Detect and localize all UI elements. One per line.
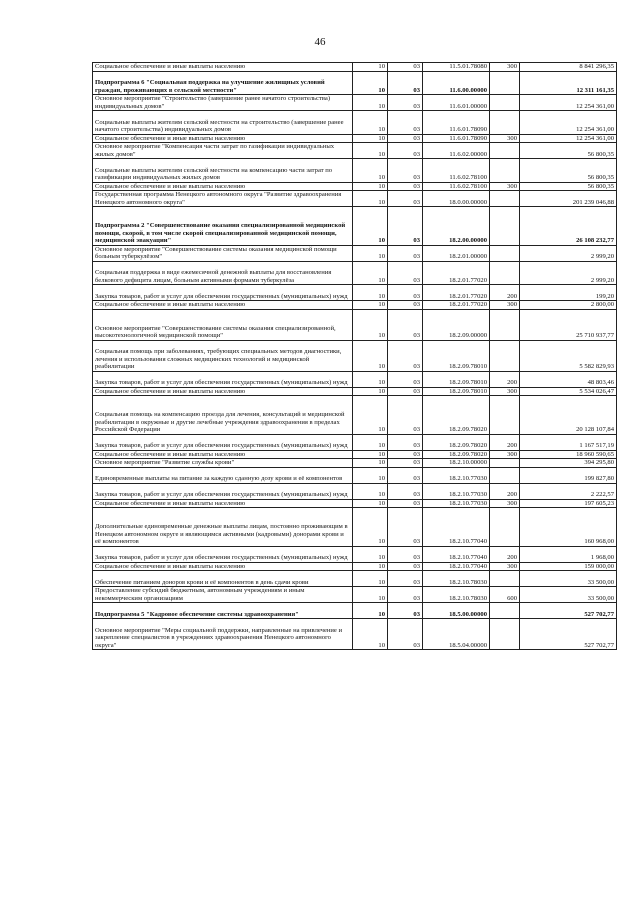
section-code-cell: 10 [353,499,388,508]
subsection-code-cell: 03 [388,619,423,650]
subsection-code-cell: 03 [388,134,423,143]
section-code-cell: 10 [353,261,388,285]
amount-cell: 12 254 361,00 [520,95,617,111]
subsection-code-cell: 03 [388,508,423,547]
expense-type-cell [490,95,520,111]
section-code-cell: 10 [353,309,388,340]
table-row [93,63,617,72]
section-code-cell: 10 [353,301,388,310]
expense-type-cell [490,508,520,547]
table-row [93,587,617,603]
expense-type-cell: 200 [490,371,520,387]
target-code-cell: 18.2.01.77020 [423,301,490,310]
amount-cell: 33 500,00 [520,587,617,603]
row-name-cell: Закупка товаров, работ и услуг для обеспечения государственных (муниципальных) нужд [93,285,353,301]
expense-type-cell [490,143,520,159]
expense-type-cell: 600 [490,587,520,603]
section-code-cell: 10 [353,285,388,301]
target-code-cell: 18.2.09.00000 [423,309,490,340]
row-name-cell: Социальное обеспечение и иные выплаты населению [93,63,353,72]
subsection-code-cell: 03 [388,499,423,508]
amount-cell: 160 968,00 [520,508,617,547]
section-code-cell: 10 [353,619,388,650]
subsection-code-cell: 03 [388,301,423,310]
section-code-cell: 10 [353,387,388,396]
row-name-cell: Социальное обеспечение и иные выплаты населению [93,182,353,191]
subsection-code-cell: 03 [388,261,423,285]
subsection-code-cell: 03 [388,571,423,587]
row-name-cell: Основное мероприятие "Развитие службы крови" [93,459,353,468]
section-code-cell: 10 [353,340,388,371]
amount-cell: 26 108 232,77 [520,207,617,246]
expense-type-cell: 300 [490,301,520,310]
amount-cell: 394 295,80 [520,459,617,468]
section-code-cell: 10 [353,95,388,111]
table-row [93,309,617,340]
section-code-cell: 10 [353,508,388,547]
section-code-cell: 10 [353,571,388,587]
row-name-cell: Социальное обеспечение и иные выплаты населению [93,134,353,143]
table-row [93,95,617,111]
subsection-code-cell: 03 [388,467,423,483]
table-row [93,508,617,547]
table-row [93,396,617,435]
table-row [93,546,617,562]
amount-cell: 2 999,20 [520,245,617,261]
subsection-code-cell: 03 [388,483,423,499]
row-name-cell: Социальное обеспечение и иные выплаты населению [93,562,353,571]
subsection-code-cell: 03 [388,459,423,468]
row-name-cell: Подпрограмма 5 "Кадровое обеспечение системы здравоохранения" [93,603,353,619]
target-code-cell: 18.2.10.77030 [423,483,490,499]
amount-cell: 33 500,00 [520,571,617,587]
target-code-cell: 11.6.02.78100 [423,182,490,191]
section-code-cell: 10 [353,587,388,603]
subsection-code-cell: 03 [388,587,423,603]
amount-cell: 527 702,77 [520,603,617,619]
target-code-cell: 18.2.10.77040 [423,546,490,562]
row-name-cell: Основное мероприятие "Компенсация части затрат по газификации индивидуальных жилых домов" [93,143,353,159]
target-code-cell: 18.2.09.78020 [423,450,490,459]
subsection-code-cell: 03 [388,159,423,183]
section-code-cell: 10 [353,191,388,207]
table-row [93,499,617,508]
subsection-code-cell: 03 [388,111,423,135]
table-row [93,207,617,246]
expense-type-cell: 300 [490,387,520,396]
target-code-cell: 18.2.10.77040 [423,508,490,547]
table-row [93,459,617,468]
expense-type-cell [490,396,520,435]
section-code-cell: 10 [353,134,388,143]
subsection-code-cell: 03 [388,434,423,450]
expense-type-cell [490,459,520,468]
expense-type-cell [490,603,520,619]
section-code-cell: 10 [353,467,388,483]
target-code-cell: 18.2.10.00000 [423,459,490,468]
expense-type-cell: 300 [490,63,520,72]
subsection-code-cell: 03 [388,562,423,571]
table-row [93,71,617,95]
table-row [93,261,617,285]
row-name-cell: Социальная помощь при заболеваниях, требующих специальных методов диагностики, лечения и использования сложных медицинских технологий и медицинской реабилитации [93,340,353,371]
target-code-cell: 18.2.10.77030 [423,499,490,508]
amount-cell: 1 968,00 [520,546,617,562]
amount-cell: 8 841 296,35 [520,63,617,72]
section-code-cell: 10 [353,371,388,387]
amount-cell: 2 999,20 [520,261,617,285]
row-name-cell: Закупка товаров, работ и услуг для обеспечения государственных (муниципальных) нужд [93,434,353,450]
table-row [93,450,617,459]
table-row [93,159,617,183]
section-code-cell: 10 [353,396,388,435]
target-code-cell: 18.5.00.00000 [423,603,490,619]
subsection-code-cell: 03 [388,450,423,459]
section-code-cell: 10 [353,182,388,191]
amount-cell: 201 239 046,88 [520,191,617,207]
budget-table-body [93,63,617,650]
amount-cell: 20 128 107,84 [520,396,617,435]
row-name-cell: Социальная поддержка в виде ежемесячной денежной выплаты для восстановления белкового дефицита лицам, больным активными формами туберкулёза [93,261,353,285]
expense-type-cell [490,191,520,207]
expense-type-cell: 200 [490,546,520,562]
row-name-cell: Подпрограмма 6 "Социальная поддержка на улучшение жилищных условий граждан, проживающих в сельской местности" [93,71,353,95]
section-code-cell: 10 [353,143,388,159]
target-code-cell: 18.2.10.77040 [423,562,490,571]
target-code-cell: 11.6.01.00000 [423,95,490,111]
target-code-cell: 18.5.04.00000 [423,619,490,650]
subsection-code-cell: 03 [388,95,423,111]
target-code-cell: 18.2.01.00000 [423,245,490,261]
table-row [93,134,617,143]
section-code-cell: 10 [353,207,388,246]
target-code-cell: 18.2.09.78010 [423,387,490,396]
table-row [93,371,617,387]
row-name-cell: Социальное обеспечение и иные выплаты населению [93,301,353,310]
amount-cell: 5 534 026,47 [520,387,617,396]
row-name-cell: Закупка товаров, работ и услуг для обеспечения государственных (муниципальных) нужд [93,546,353,562]
row-name-cell: Обеспечение питанием доноров крови и её компонентов в день сдачи крови [93,571,353,587]
expense-type-cell: 300 [490,182,520,191]
amount-cell: 25 710 937,77 [520,309,617,340]
row-name-cell: Основное мероприятие "Строительство (завершение ранее начатого строительства) индивидуальных домов" [93,95,353,111]
expense-type-cell: 300 [490,134,520,143]
table-row [93,191,617,207]
table-row [93,619,617,650]
section-code-cell: 10 [353,434,388,450]
amount-cell: 12 254 361,00 [520,111,617,135]
table-row [93,434,617,450]
amount-cell: 199,20 [520,285,617,301]
table-row [93,340,617,371]
row-name-cell: Государственная программа Ненецкого автономного округа "Развитие здравоохранения Ненецкого автономного округа" [93,191,353,207]
section-code-cell: 10 [353,450,388,459]
amount-cell: 56 800,35 [520,182,617,191]
expense-type-cell [490,340,520,371]
expense-type-cell [490,261,520,285]
subsection-code-cell: 03 [388,143,423,159]
table-row [93,111,617,135]
subsection-code-cell: 03 [388,71,423,95]
target-code-cell: 11.6.00.00000 [423,71,490,95]
expense-type-cell: 300 [490,450,520,459]
row-name-cell: Социальная помощь на компенсацию проезда для лечения, консультаций и медицинской реабилитации в окружные и другие лечебные учреждения здравоохранения в пределах Российской Федерации [93,396,353,435]
section-code-cell: 10 [353,546,388,562]
target-code-cell: 11.5.01.78080 [423,63,490,72]
table-row [93,483,617,499]
table-row [93,182,617,191]
table-row [93,143,617,159]
expense-type-cell [490,245,520,261]
target-code-cell: 18.2.01.77020 [423,285,490,301]
row-name-cell: Основное мероприятие "Совершенствование системы оказания медицинской помощи больным туберкулёзом" [93,245,353,261]
expense-type-cell [490,467,520,483]
expense-type-cell: 200 [490,434,520,450]
section-code-cell: 10 [353,483,388,499]
amount-cell: 199 827,80 [520,467,617,483]
target-code-cell: 18.0.00.00000 [423,191,490,207]
expense-type-cell [490,309,520,340]
expense-type-cell [490,111,520,135]
row-name-cell: Социальные выплаты жителям сельской местности на строительство (завершение ранее начатого строительства) индивидуальных домов [93,111,353,135]
expense-type-cell: 200 [490,483,520,499]
target-code-cell: 18.2.09.78020 [423,434,490,450]
row-name-cell: Подпрограмма 2 "Совершенствование оказания специализированной медицинской помощи, скорой, в том числе скорой специализированной медицинской помощи, медицинской эвакуации" [93,207,353,246]
row-name-cell: Предоставление субсидий бюджетным, автономным учреждениям и иным некоммерческим организациям [93,587,353,603]
target-code-cell: 18.2.10.77030 [423,467,490,483]
expense-type-cell: 300 [490,499,520,508]
section-code-cell: 10 [353,111,388,135]
expense-type-cell: 300 [490,562,520,571]
target-code-cell: 11.6.01.78090 [423,111,490,135]
target-code-cell: 18.2.09.78010 [423,340,490,371]
row-name-cell: Дополнительные единовременные денежные выплаты лицам, постоянно проживающим в Ненецком автономном округе и являющимся активными (кадровыми) донорами крови и её компонентов [93,508,353,547]
target-code-cell: 18.2.10.78030 [423,587,490,603]
expense-type-cell [490,571,520,587]
subsection-code-cell: 03 [388,603,423,619]
section-code-cell: 10 [353,459,388,468]
target-code-cell: 11.6.01.78090 [423,134,490,143]
expense-type-cell [490,159,520,183]
expense-type-cell: 200 [490,285,520,301]
table-row [93,387,617,396]
row-name-cell: Социальное обеспечение и иные выплаты населению [93,450,353,459]
amount-cell: 5 582 829,93 [520,340,617,371]
target-code-cell: 18.2.10.78030 [423,571,490,587]
row-name-cell: Социальное обеспечение и иные выплаты населению [93,387,353,396]
subsection-code-cell: 03 [388,340,423,371]
expense-type-cell [490,207,520,246]
table-row [93,301,617,310]
target-code-cell: 11.6.02.00000 [423,143,490,159]
target-code-cell: 18.2.09.78010 [423,371,490,387]
section-code-cell: 10 [353,159,388,183]
amount-cell: 12 311 161,35 [520,71,617,95]
subsection-code-cell: 03 [388,207,423,246]
subsection-code-cell: 03 [388,182,423,191]
subsection-code-cell: 03 [388,371,423,387]
table-row [93,562,617,571]
section-code-cell: 10 [353,71,388,95]
amount-cell: 12 254 361,00 [520,134,617,143]
section-code-cell: 10 [353,63,388,72]
amount-cell: 2 222,57 [520,483,617,499]
row-name-cell: Единовременные выплаты на питание за каждую сданную дозу крови и её компонентов [93,467,353,483]
subsection-code-cell: 03 [388,309,423,340]
subsection-code-cell: 03 [388,191,423,207]
expense-type-cell [490,619,520,650]
page-number: 46 [314,36,326,48]
subsection-code-cell: 03 [388,396,423,435]
budget-table [92,62,617,650]
amount-cell: 527 702,77 [520,619,617,650]
target-code-cell: 11.6.02.78100 [423,159,490,183]
row-name-cell: Основное мероприятие "Меры социальной поддержки, направленные на привлечение и закрепление специалистов в учреждениях здравоохранения Ненецкого автономного округа" [93,619,353,650]
section-code-cell: 10 [353,245,388,261]
table-row [93,603,617,619]
subsection-code-cell: 03 [388,63,423,72]
amount-cell: 2 800,00 [520,301,617,310]
amount-cell: 159 000,00 [520,562,617,571]
amount-cell: 56 800,35 [520,159,617,183]
table-row [93,467,617,483]
row-name-cell: Закупка товаров, работ и услуг для обеспечения государственных (муниципальных) нужд [93,371,353,387]
amount-cell: 48 803,46 [520,371,617,387]
section-code-cell: 10 [353,603,388,619]
expense-type-cell [490,71,520,95]
table-row [93,571,617,587]
subsection-code-cell: 03 [388,285,423,301]
target-code-cell: 18.2.00.00000 [423,207,490,246]
amount-cell: 18 960 590,65 [520,450,617,459]
target-code-cell: 18.2.09.78020 [423,396,490,435]
table-row [93,245,617,261]
subsection-code-cell: 03 [388,387,423,396]
row-name-cell: Закупка товаров, работ и услуг для обеспечения государственных (муниципальных) нужд [93,483,353,499]
subsection-code-cell: 03 [388,546,423,562]
table-row [93,285,617,301]
row-name-cell: Социальное обеспечение и иные выплаты населению [93,499,353,508]
section-code-cell: 10 [353,562,388,571]
subsection-code-cell: 03 [388,245,423,261]
amount-cell: 56 800,35 [520,143,617,159]
row-name-cell: Социальные выплаты жителям сельской местности на компенсацию части затрат по газификации индивидуальных жилых домов [93,159,353,183]
amount-cell: 1 167 517,19 [520,434,617,450]
target-code-cell: 18.2.01.77020 [423,261,490,285]
row-name-cell: Основное мероприятие "Совершенствование системы оказания специализированной, высокотехнологичной медицинской помощи" [93,309,353,340]
amount-cell: 197 605,23 [520,499,617,508]
